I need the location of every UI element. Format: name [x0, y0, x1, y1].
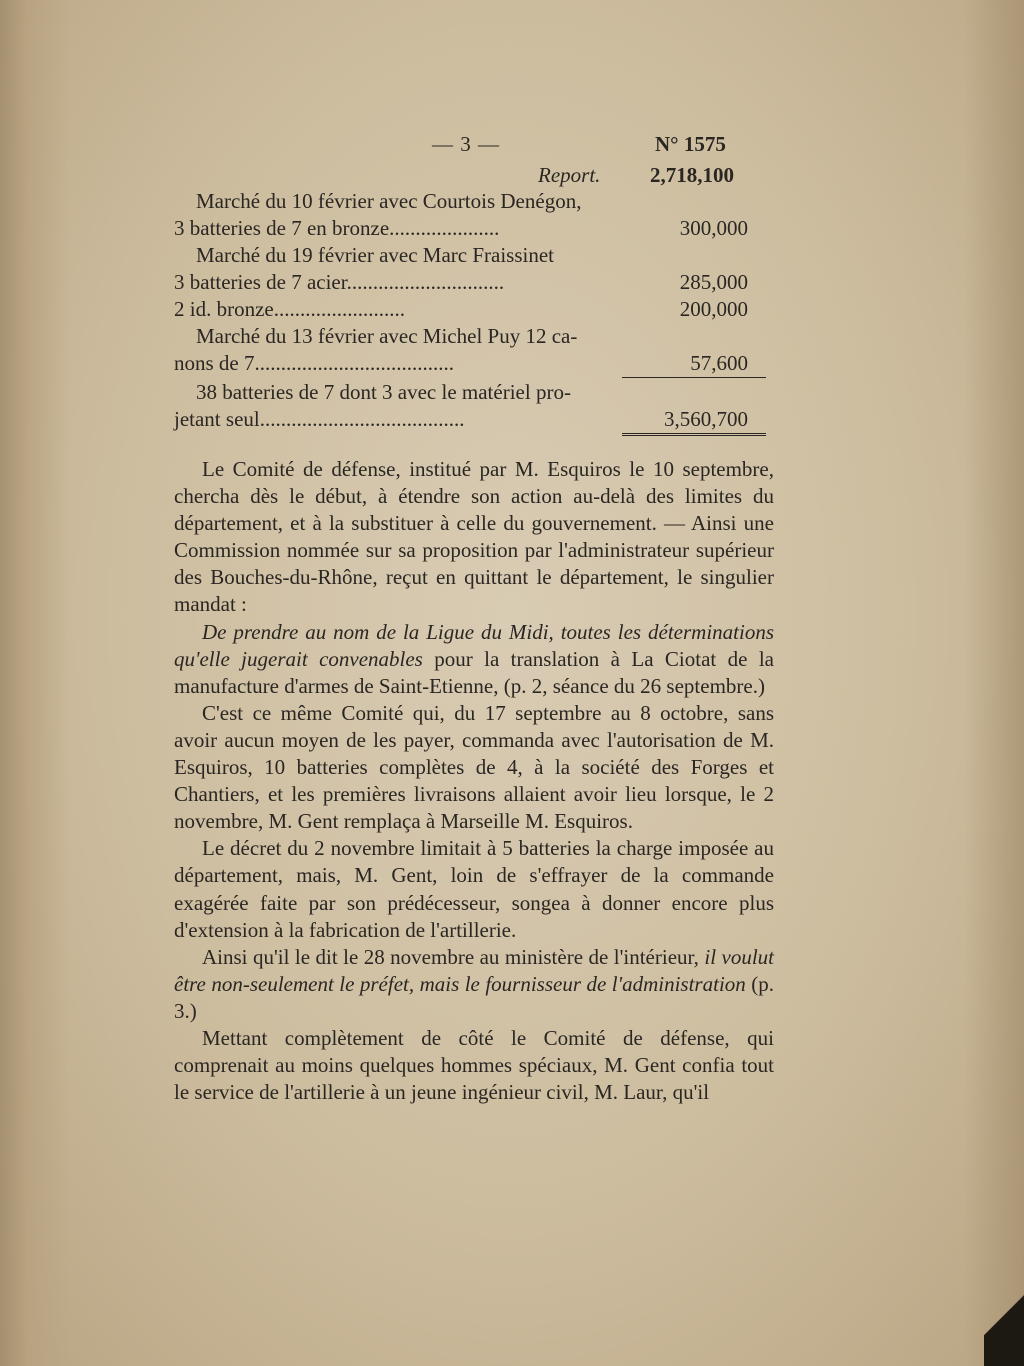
- page-shadow-right: [964, 0, 1024, 1366]
- total-rule: [622, 433, 766, 436]
- paragraph: Le Comité de défense, institué par M. Esquiros le 10 septembre, chercha dès le début, à étendre son action au-delà des limites du département, et à la substituer à celle du gouvernement. — Ainsi une Commission nommée sur sa proposition par l'administrateur supérieur des Bouches-du-Rhône, reçut en quittant le département, le singulier mandat :: [174, 457, 774, 617]
- entry-amount: 57,600: [690, 351, 748, 375]
- paragraph: Mettant complètement de côté le Comité de défense, qui comprenait au moins quelques hommes spéciaux, M. Gent confia tout le service de l'artillerie à un jeune ingénieur civil, M. Laur, qu'il: [174, 1025, 774, 1105]
- page-header: [0, 132, 1024, 162]
- entry-line: jetant seul.......................................: [174, 407, 465, 431]
- entry-line: nons de 7......................................: [174, 351, 454, 375]
- report-label: Report.: [538, 163, 601, 187]
- entry-line: 3 batteries de 7 acier..............................: [174, 270, 505, 294]
- body-text: [174, 456, 774, 1106]
- paragraph: C'est ce même Comité qui, du 17 septembre au 8 octobre, sans avoir aucun moyen de les payer, commanda avec l'autorisation de M. Esquiros, 10 batteries complètes de 4, à la société des Forges et Chantiers, et les premières livraisons allaient avoir lieu lorsque, le 2 novembre, M. Gent remplaça à Marseille M. Esquiros.: [174, 700, 774, 834]
- ledger-entry: [174, 323, 774, 377]
- report-value: 2,718,100: [650, 163, 734, 187]
- page-number: — 3 —: [432, 132, 500, 156]
- entry-line: 2 id. bronze.........................: [174, 297, 405, 321]
- italic-quote: il voulut être non-seulement le préfet, mais le fournisseur de l'administration: [174, 944, 774, 996]
- ledger-entry: [174, 296, 774, 323]
- paragraph: [174, 619, 774, 700]
- ledger: [174, 188, 774, 433]
- ledger-entry: [174, 242, 774, 296]
- entry-amount: 200,000: [679, 297, 748, 321]
- page-corner-shadow: [984, 1276, 1024, 1366]
- ledger-entry: [174, 188, 774, 242]
- entry-line: Marché du 13 février avec Michel Puy 12 ca-: [196, 324, 578, 348]
- entry-amount: 3,560,700: [664, 407, 748, 431]
- paragraph: Le décret du 2 novembre limitait à 5 batteries la charge imposée au département, mais, M. Gent, loin de s'effrayer de la commande exagérée faite par son prédécesseur, songea à donner encore plus d'extension à la fabrication de l'artillerie.: [174, 836, 774, 942]
- paragraph-text: pour la translation à La Ciotat de la manufacture d'armes de Saint-Etienne, (p. 2, séance du 26 septembre.): [174, 646, 774, 698]
- entry-line: 3 batteries de 7 en bronze.....................: [174, 216, 500, 240]
- page-shadow-left: [0, 0, 70, 1366]
- entry-amount: 300,000: [679, 216, 748, 240]
- document-number: N° 1575: [655, 132, 726, 156]
- ledger-entry: [174, 379, 774, 433]
- entry-amount: 285,000: [679, 270, 748, 294]
- paragraph-text: (p. 3.): [174, 971, 774, 1023]
- italic-quote: De prendre au nom de la Ligue du Midi, toutes les déterminations qu'elle jugerait convenables: [174, 619, 774, 671]
- entry-line: 38 batteries de 7 dont 3 avec le matériel pro-: [196, 380, 571, 404]
- entry-line: Marché du 10 février avec Courtois Denégon,: [196, 189, 582, 213]
- entry-line: Marché du 19 février avec Marc Fraissinet: [196, 243, 555, 267]
- subtotal-rule: [622, 377, 766, 378]
- paragraph-text: Ainsi qu'il le dit le 28 novembre au ministère de l'intérieur,: [202, 944, 705, 969]
- paragraph: [174, 944, 774, 1025]
